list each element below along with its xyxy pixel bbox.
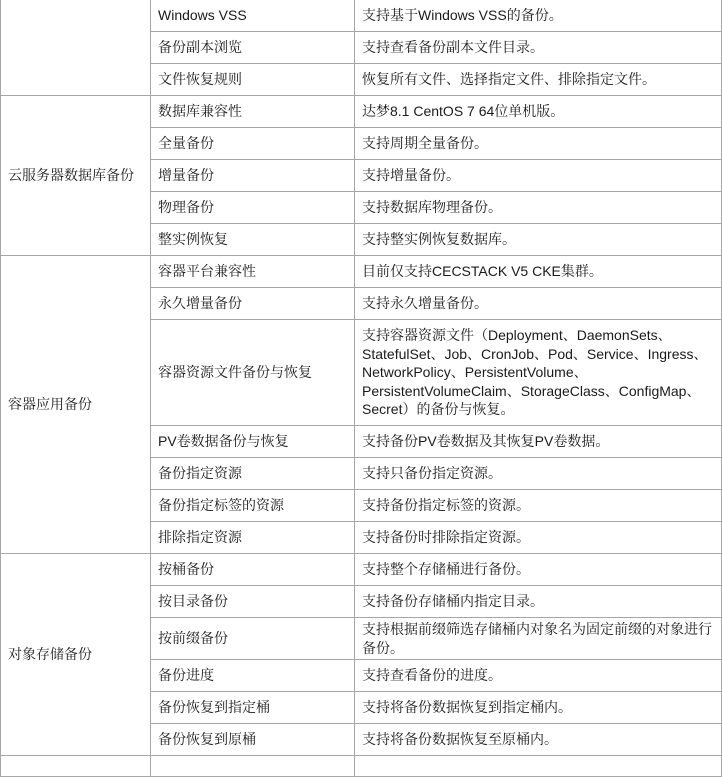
category-cell: 容器应用备份 <box>1 256 151 554</box>
description-cell: 达梦8.1 CentOS 7 64位单机版。 <box>355 96 722 128</box>
feature-cell: 容器资源文件备份与恢复 <box>151 320 355 426</box>
description-cell: 恢复所有文件、选择指定文件、排除指定文件。 <box>355 64 722 96</box>
feature-cell: 按桶备份 <box>151 554 355 586</box>
description-cell: 支持数据库物理备份。 <box>355 192 722 224</box>
table-row-partial <box>1 756 722 777</box>
category-cell: 对象存储备份 <box>1 554 151 756</box>
description-cell: 支持将备份数据恢复至原桶内。 <box>355 724 722 756</box>
table-row <box>1 256 722 288</box>
description-cell: 支持周期全量备份。 <box>355 128 722 160</box>
feature-cell-next <box>151 756 355 777</box>
feature-cell: 按目录备份 <box>151 586 355 618</box>
description-cell: 支持备份时排除指定资源。 <box>355 522 722 554</box>
feature-cell: 数据库兼容性 <box>151 96 355 128</box>
feature-cell: 全量备份 <box>151 128 355 160</box>
feature-cell: Windows VSS <box>151 0 355 32</box>
description-cell: 支持备份指定标签的资源。 <box>355 490 722 522</box>
description-cell: 支持查看备份的进度。 <box>355 660 722 692</box>
feature-cell: 按前缀备份 <box>151 618 355 660</box>
table-row <box>1 554 722 586</box>
feature-cell: 文件恢复规则 <box>151 64 355 96</box>
feature-cell: 物理备份 <box>151 192 355 224</box>
category-cell: 云服务器数据库备份 <box>1 96 151 256</box>
description-cell-next <box>355 756 722 777</box>
description-cell: 支持将备份数据恢复到指定桶内。 <box>355 692 722 724</box>
description-cell: 支持查看备份副本文件目录。 <box>355 32 722 64</box>
feature-cell: 增量备份 <box>151 160 355 192</box>
feature-cell: 永久增量备份 <box>151 288 355 320</box>
feature-cell: PV卷数据备份与恢复 <box>151 426 355 458</box>
feature-cell: 排除指定资源 <box>151 522 355 554</box>
feature-cell: 备份进度 <box>151 660 355 692</box>
category-cell-continued <box>1 0 151 96</box>
description-cell: 支持永久增量备份。 <box>355 288 722 320</box>
description-cell: 支持根据前缀筛选存储桶内对象名为固定前缀的对象进行备份。 <box>355 618 722 660</box>
feature-cell: 整实例恢复 <box>151 224 355 256</box>
description-cell: 支持基于Windows VSS的备份。 <box>355 0 722 32</box>
description-cell: 目前仅支持CECSTACK V5 CKE集群。 <box>355 256 722 288</box>
table-row <box>1 96 722 128</box>
description-cell: 支持备份存储桶内指定目录。 <box>355 586 722 618</box>
description-cell: 支持容器资源文件（Deployment、DaemonSets、StatefulSet、Job、CronJob、Pod、Service、Ingress、NetworkPolicy、PersistentVolume、PersistentVolumeClaim、StorageClass、ConfigMap、Secret）的备份与恢复。 <box>355 320 722 426</box>
feature-cell: 备份恢复到原桶 <box>151 724 355 756</box>
category-cell-next <box>1 756 151 777</box>
description-cell: 支持整个存储桶进行备份。 <box>355 554 722 586</box>
table-row <box>1 0 722 32</box>
description-cell: 支持整实例恢复数据库。 <box>355 224 722 256</box>
description-cell: 支持只备份指定资源。 <box>355 458 722 490</box>
description-cell: 支持增量备份。 <box>355 160 722 192</box>
feature-cell: 备份副本浏览 <box>151 32 355 64</box>
feature-cell: 容器平台兼容性 <box>151 256 355 288</box>
feature-cell: 备份指定资源 <box>151 458 355 490</box>
feature-cell: 备份指定标签的资源 <box>151 490 355 522</box>
feature-cell: 备份恢复到指定桶 <box>151 692 355 724</box>
description-cell: 支持备份PV卷数据及其恢复PV卷数据。 <box>355 426 722 458</box>
